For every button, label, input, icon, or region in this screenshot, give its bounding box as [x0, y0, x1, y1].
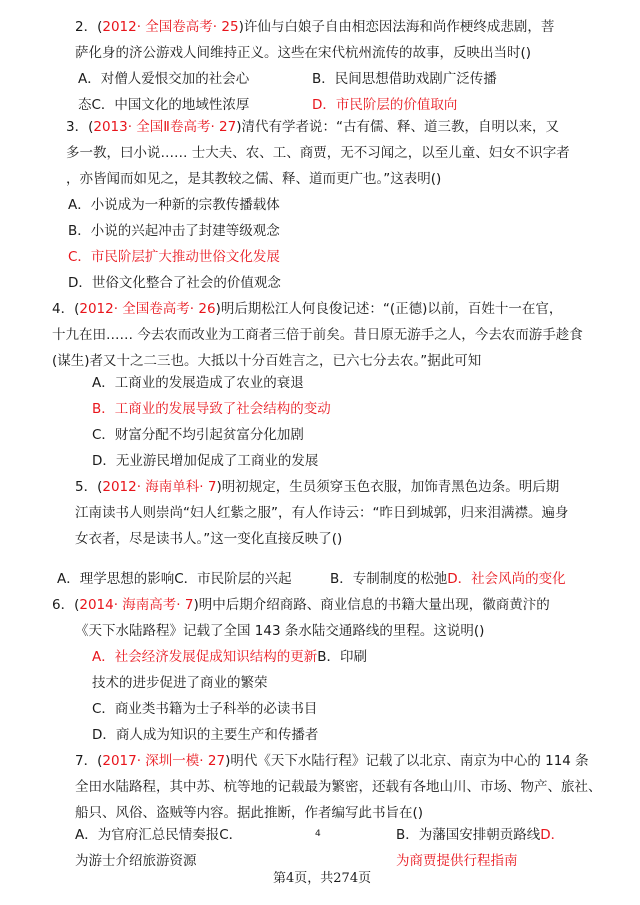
page-footer: 第4页，共274页: [273, 871, 372, 886]
text-line: [52, 352, 481, 370]
text-line: [75, 804, 423, 822]
line-text: A．工商业的发展造成了农业的衰退: [92, 375, 304, 391]
line-text: 2．(: [75, 19, 103, 35]
line-text: 女衣者，尽是读书人。”这一变化直接反映了(): [75, 531, 343, 547]
text-line: [92, 426, 304, 444]
line-text: ，亦皆闻而如见之，是其教较之儒、释、道而更广也。”这表明(): [66, 171, 442, 187]
text-line: [312, 70, 497, 88]
line-text: B．小说的兴起冲击了封建等级观念: [68, 223, 280, 239]
line-text: )明中后期介绍商路、商业信息的书籍大量出现，徽商黄汴的: [193, 597, 550, 613]
highlighted-text: B．工商业的发展导致了社会结构的变动: [92, 401, 331, 417]
text-line: [75, 504, 568, 522]
text-line: [92, 726, 318, 744]
text-line: [330, 570, 566, 588]
text-line: [68, 222, 280, 240]
line-text: 态C．中国文化的地域性浓厚: [78, 97, 250, 113]
line-text: )明后期松江人何良俊记述：“(正德)以前，百姓十一在官，: [215, 301, 563, 317]
line-text: )许仙与白娘子自由相恋因法海和尚作梗终成悲剧，菩: [238, 19, 555, 35]
text-line: [396, 852, 518, 870]
text-line: [75, 478, 559, 496]
line-text: 萨化身的济公游戏人间维持正义。这些在宋代杭州流传的故事，反映出当时(): [75, 45, 532, 61]
line-text: 全田水陆路程，其中苏、杭等地的记载最为繁密，还载有各地山川、市场、物产、旅社、: [75, 779, 602, 795]
line-text: )明代《天下水陆行程》记载了以北京、南京为中心的 114 条: [225, 753, 589, 769]
line-text: )清代有学者说：“古有儒、释、道三教，自明以来，又: [236, 119, 559, 135]
text-line: [78, 70, 249, 88]
line-text: B．专制制度的松弛: [330, 571, 448, 587]
text-line: [66, 144, 570, 162]
line-text: 6．(: [52, 597, 80, 613]
line-text: 技术的进步促进了商业的繁荣: [92, 675, 268, 691]
line-text: 江南读书人则崇尚“妇人红紫之服”，有人作诗云：“昨日到城郭，归来泪满襟。遍身: [75, 505, 569, 521]
line-text: A．为官府汇总民情奏报C．: [75, 827, 243, 843]
line-text: 4．(: [52, 301, 80, 317]
highlighted-text: C．市民阶层扩大推动世俗文化发展: [68, 249, 280, 265]
text-line: [75, 622, 484, 640]
text-line: [396, 826, 564, 844]
highlighted-text: D．: [540, 827, 565, 843]
line-text: A．理学思想的影响C．市民阶层的兴起: [57, 571, 292, 587]
highlighted-text: A．社会经济发展促成知识结构的更新: [92, 649, 318, 665]
text-line: [75, 826, 242, 844]
text-line: [92, 374, 304, 392]
highlighted-text: 2012· 全国卷高考· 26: [79, 301, 216, 317]
page-number-marker: 4: [315, 829, 321, 839]
text-line: [57, 570, 292, 588]
line-text: 十九在田…… 今去农而改业为工商者三倍于前矣。昔日原无游手之人，今去农而游手趁食: [52, 327, 583, 343]
text-line: [92, 400, 331, 418]
text-line: [75, 18, 554, 36]
text-line: [312, 96, 457, 114]
text-line: [75, 778, 602, 796]
text-line: [68, 196, 280, 214]
line-text: B．印刷: [317, 649, 368, 665]
line-text: (谋生)者又十之二三也。大抵以十分百姓言之，已六七分去农。”据此可知: [52, 353, 482, 369]
text-line: [78, 96, 249, 114]
line-text: C．商业类书籍为士子科举的必读书目: [92, 701, 318, 717]
line-text: 7．(: [75, 753, 103, 769]
line-text: )明初规定，生员须穿玉色衣服，加饰青黑色边条。明后期: [216, 479, 560, 495]
text-line: [66, 118, 559, 136]
line-text: 《天下水陆路程》记载了全国 143 条水陆交通路线的里程。这说明(): [75, 623, 485, 639]
text-line: [75, 530, 342, 548]
text-line: [92, 700, 317, 718]
text-line: [92, 452, 318, 470]
highlighted-text: 2012· 海南单科· 7: [102, 479, 217, 495]
highlighted-text: 为商贾提供行程指南: [396, 853, 518, 869]
text-line: [52, 300, 562, 318]
line-text: 为游士介绍旅游资源: [75, 853, 197, 869]
line-text: A．对僧人爱恨交加的社会心: [78, 71, 250, 87]
line-text: C．财富分配不均引起贫富分化加剧: [92, 427, 304, 443]
text-line: [52, 596, 550, 614]
highlighted-text: 2012· 全国卷高考· 25: [102, 19, 239, 35]
line-text: B．民间思想借助戏剧广泛传播: [312, 71, 497, 87]
highlighted-text: 2014· 海南高考· 7: [79, 597, 194, 613]
line-text: D．无业游民增加促成了工商业的发展: [92, 453, 319, 469]
line-text: 5．(: [75, 479, 103, 495]
line-text: B．为藩国安排朝贡路线: [396, 827, 541, 843]
text-line: [75, 852, 197, 870]
highlighted-text: 2013· 全国Ⅱ卷高考· 27: [93, 119, 237, 135]
text-line: [68, 274, 281, 292]
text-line: [75, 752, 589, 770]
text-line: [75, 44, 531, 62]
text-line: [68, 248, 280, 266]
line-text: D．商人成为知识的主要生产和传播者: [92, 727, 319, 743]
text-line: [92, 674, 268, 692]
line-text: 多一教，曰小说…… 士大夫、农、工、商贾，无不习闻之，以至儿童、妇女不识字者: [66, 145, 570, 161]
text-line: [92, 648, 367, 666]
line-text: 船只、风俗、盗贼等内容。据此推断，作者编写此书旨在(): [75, 805, 424, 821]
highlighted-text: 2017· 深圳一模· 27: [102, 753, 226, 769]
highlighted-text: D．市民阶层的价值取向: [312, 97, 458, 113]
text-line: [66, 170, 441, 188]
highlighted-text: D．社会风尚的变化: [447, 571, 566, 587]
line-text: D．世俗文化整合了社会的价值观念: [68, 275, 281, 291]
line-text: A．小说成为一种新的宗教传播载体: [68, 197, 280, 213]
text-line: [52, 326, 583, 344]
line-text: 3．(: [66, 119, 94, 135]
